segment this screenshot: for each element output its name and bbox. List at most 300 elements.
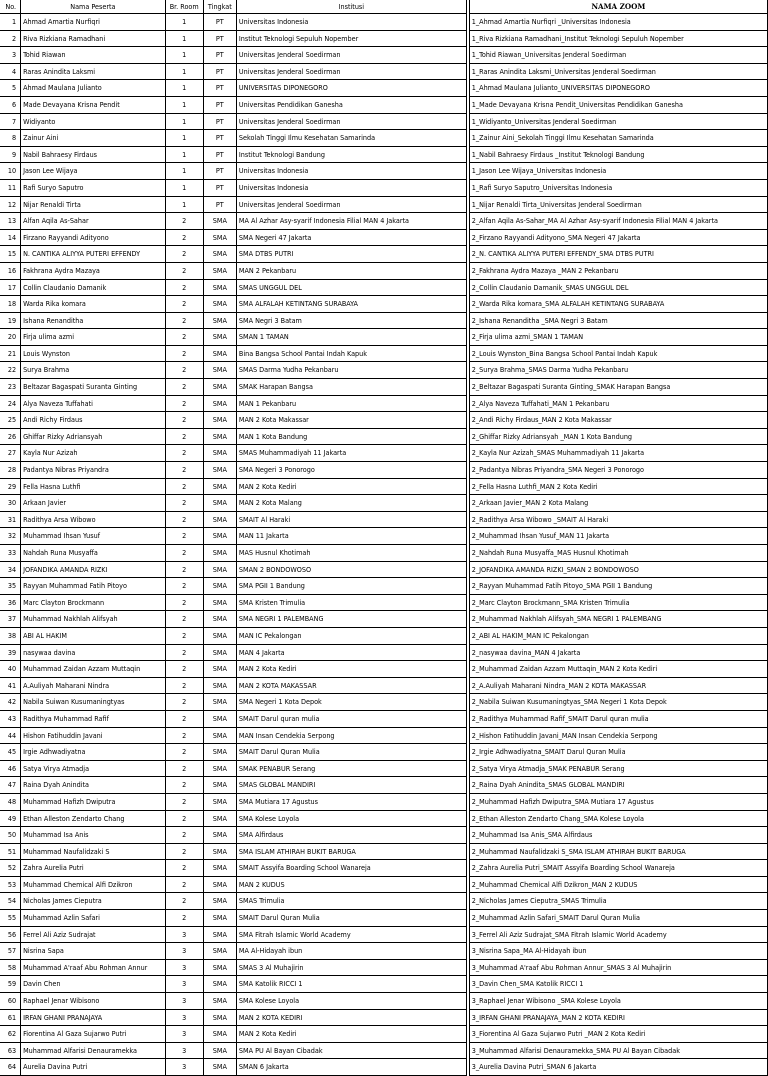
breakout-room: 3	[165, 926, 203, 943]
table-row	[0, 777, 768, 794]
row-number: 55	[0, 910, 21, 927]
institution: UNIVERSITAS DIPONEGORO	[236, 80, 466, 97]
zoom-name: 1_Ahmad Amartia Nurfiqri _Universitas Indonesia	[469, 14, 767, 31]
breakout-room: 2	[165, 578, 203, 595]
zoom-name: 2_Radithya Muhammad Rafif_SMAIT Darul quran mulia	[469, 710, 767, 727]
participant-name: Widiyanto	[21, 113, 166, 130]
participant-name: Warda Rika komara	[21, 296, 166, 313]
zoom-name: 2_Nabila Suiwan Kusumaningtyas_SMA Negeri 1 Kota Depok	[469, 694, 767, 711]
participant-name: Beltazar Bagaspati Suranta Ginting	[21, 379, 166, 396]
table-row	[0, 1042, 768, 1059]
breakout-room: 2	[165, 910, 203, 927]
level: SMA	[203, 827, 236, 844]
table-row	[0, 993, 768, 1010]
row-number: 24	[0, 395, 21, 412]
breakout-room: 3	[165, 1009, 203, 1026]
table-row	[0, 63, 768, 80]
level: SMA	[203, 545, 236, 562]
level: SMA	[203, 777, 236, 794]
zoom-name: 1_Tohid Riawan_Universitas Jenderal Soedirman	[469, 47, 767, 64]
participant-name: Nisrina Sapa	[21, 943, 166, 960]
row-number: 51	[0, 843, 21, 860]
table-row	[0, 495, 768, 512]
zoom-name: 3_Davin Chen_SMA Katolik RICCI 1	[469, 976, 767, 993]
row-number: 23	[0, 379, 21, 396]
table-row	[0, 395, 768, 412]
participant-name: Muhammad Hafizh Dwiputra	[21, 793, 166, 810]
institution: Universitas Jenderal Soedirman	[236, 196, 466, 213]
row-number: 53	[0, 876, 21, 893]
zoom-name: 1_Jason Lee Wijaya_Universitas Indonesia	[469, 163, 767, 180]
breakout-room: 2	[165, 462, 203, 479]
row-number: 11	[0, 179, 21, 196]
row-number: 61	[0, 1009, 21, 1026]
zoom-name: 2_Marc Clayton Brockmann_SMA Kristen Trimulia	[469, 594, 767, 611]
row-number: 37	[0, 611, 21, 628]
table-row	[0, 561, 768, 578]
zoom-name: 2_Padantya Nibras Priyandra_SMA Negeri 3 Ponorogo	[469, 462, 767, 479]
zoom-name: 2_Muhammad Chemical Alfi Dzikron_MAN 2 KUDUS	[469, 876, 767, 893]
zoom-name: 1_Rafi Suryo Saputro_Universitas Indonesia	[469, 179, 767, 196]
institution: SMA Fitrah Islamic World Academy	[236, 926, 466, 943]
participant-name: Raras Anindita Laksmi	[21, 63, 166, 80]
table-row	[0, 710, 768, 727]
header-row	[0, 0, 768, 14]
row-number: 28	[0, 462, 21, 479]
zoom-name: 2_Beltazar Bagaspati Suranta Ginting_SMAK Harapan Bangsa	[469, 379, 767, 396]
participant-name: Riva Rizkiana Ramadhani	[21, 30, 166, 47]
breakout-room: 2	[165, 611, 203, 628]
institution: Bina Bangsa School Pantai Indah Kapuk	[236, 345, 466, 362]
table-row	[0, 229, 768, 246]
zoom-name: 2_Surya Brahma_SMAS Darma Yudha Pekanbaru	[469, 362, 767, 379]
level: SMA	[203, 561, 236, 578]
table-row	[0, 345, 768, 362]
participant-name: Hishon Fatihuddin Javani	[21, 727, 166, 744]
row-number: 9	[0, 146, 21, 163]
institution: SMAIT Darul quran mulia	[236, 710, 466, 727]
level: PT	[203, 179, 236, 196]
participant-name: Radithya Muhammad Rafif	[21, 710, 166, 727]
institution: SMAS Darma Yudha Pekanbaru	[236, 362, 466, 379]
breakout-room: 3	[165, 943, 203, 960]
zoom-name: 2_Arkaan Javier_MAN 2 Kota Malang	[469, 495, 767, 512]
institution: SMA Alfirdaus	[236, 827, 466, 844]
table-row	[0, 213, 768, 230]
participant-name: Fiorentina Al Gaza Sujarwo Putri	[21, 1026, 166, 1043]
row-number: 6	[0, 96, 21, 113]
zoom-name: 2_Fella Hasna Luthfi_MAN 2 Kota Kediri	[469, 478, 767, 495]
institution: SMA Mutiara 17 Agustus	[236, 793, 466, 810]
participant-name: Nabil Bahraesy Firdaus	[21, 146, 166, 163]
row-number: 60	[0, 993, 21, 1010]
breakout-room: 3	[165, 976, 203, 993]
participant-name: JOFANDIKA AMANDA RIZKI	[21, 561, 166, 578]
row-number: 31	[0, 511, 21, 528]
table-row	[0, 113, 768, 130]
breakout-room: 2	[165, 379, 203, 396]
table-row	[0, 677, 768, 694]
institution: SMAN 2 BONDOWOSO	[236, 561, 466, 578]
institution: SMAIT Darul Quran Mulia	[236, 744, 466, 761]
zoom-name: 2_Firzano Rayyandi Adityono_SMA Negeri 47 Jakarta	[469, 229, 767, 246]
row-number: 58	[0, 959, 21, 976]
table-row	[0, 943, 768, 960]
institution: MAN 1 Kota Bandung	[236, 428, 466, 445]
level: SMA	[203, 661, 236, 678]
participant-name: Padantya Nibras Priyandra	[21, 462, 166, 479]
table-row	[0, 876, 768, 893]
zoom-name: 1_Nabil Bahraesy Firdaus _Institut Teknologi Bandung	[469, 146, 767, 163]
table-row	[0, 1009, 768, 1026]
participant-name: Marc Clayton Brockmann	[21, 594, 166, 611]
table-row	[0, 196, 768, 213]
breakout-room: 3	[165, 1042, 203, 1059]
participant-name: IRFAN GHANI PRANAJAYA	[21, 1009, 166, 1026]
institution: MAN 2 KUDUS	[236, 876, 466, 893]
row-number: 14	[0, 229, 21, 246]
zoom-name: 2_Muhammad Nakhlah Alifsyah_SMA NEGRI 1 PALEMBANG	[469, 611, 767, 628]
breakout-room: 2	[165, 528, 203, 545]
institution: SMAK Harapan Bangsa	[236, 379, 466, 396]
participant-name: Muhammad Zaidan Azzam Muttaqin	[21, 661, 166, 678]
participant-name: Muhammad Azlin Safari	[21, 910, 166, 927]
zoom-name: 2_Firja ulima azmi_SMAN 1 TAMAN	[469, 329, 767, 346]
participant-name: Fakhrana Aydra Mazaya	[21, 262, 166, 279]
breakout-room: 1	[165, 80, 203, 97]
level: SMA	[203, 329, 236, 346]
institution: Institut Teknologi Bandung	[236, 146, 466, 163]
breakout-room: 2	[165, 860, 203, 877]
breakout-room: 2	[165, 495, 203, 512]
participant-name: Jason Lee Wijaya	[21, 163, 166, 180]
header-br-room: Br. Room	[165, 0, 203, 14]
zoom-name: 2_ABI AL HAKIM_MAN IC Pekalongan	[469, 627, 767, 644]
institution: MAN 2 KOTA KEDIRI	[236, 1009, 466, 1026]
row-number: 45	[0, 744, 21, 761]
participant-name: Muhammad A'raaf Abu Rohman Annur	[21, 959, 166, 976]
zoom-name: 1_Widiyanto_Universitas Jenderal Soedirman	[469, 113, 767, 130]
zoom-name: 2_Muhammad Zaidan Azzam Muttaqin_MAN 2 Kota Kediri	[469, 661, 767, 678]
breakout-room: 1	[165, 63, 203, 80]
table-row	[0, 279, 768, 296]
zoom-name: 3_Muhammad Alfarisi Denauramekka_SMA PU Al Bayan Cibadak	[469, 1042, 767, 1059]
zoom-name: 3_Ferrel Ali Aziz Sudrajat_SMA Fitrah Islamic World Academy	[469, 926, 767, 943]
table-row	[0, 362, 768, 379]
breakout-room: 2	[165, 445, 203, 462]
level: SMA	[203, 578, 236, 595]
row-number: 10	[0, 163, 21, 180]
level: SMA	[203, 362, 236, 379]
row-number: 48	[0, 793, 21, 810]
zoom-name: 2_Radithya Arsa Wibowo _SMAIT Al Haraki	[469, 511, 767, 528]
institution: SMA Katolik RICCI 1	[236, 976, 466, 993]
zoom-name: 2_Muhammad Isa Anis_SMA Alfirdaus	[469, 827, 767, 844]
level: SMA	[203, 594, 236, 611]
row-number: 39	[0, 644, 21, 661]
level: SMA	[203, 893, 236, 910]
institution: Sekolah Tinggi Ilmu Kesehatan Samarinda	[236, 130, 466, 147]
level: SMA	[203, 345, 236, 362]
level: SMA	[203, 644, 236, 661]
table-row	[0, 130, 768, 147]
participant-name: Nabila Suiwan Kusumaningtyas	[21, 694, 166, 711]
breakout-room: 1	[165, 179, 203, 196]
level: SMA	[203, 727, 236, 744]
zoom-name: 3_Muhammad A'raaf Abu Rohman Annur_SMAS 3 Al Muhajirin	[469, 959, 767, 976]
table-row	[0, 611, 768, 628]
zoom-name: 2_Nahdah Runa Musyaffa_MAS Husnul Khotimah	[469, 545, 767, 562]
breakout-room: 2	[165, 694, 203, 711]
institution: SMA Negeri 3 Ponorogo	[236, 462, 466, 479]
institution: Universitas Jenderal Soedirman	[236, 63, 466, 80]
zoom-name: 2_Warda Rika komara_SMA ALFALAH KETINTANG SURABAYA	[469, 296, 767, 313]
breakout-room: 2	[165, 545, 203, 562]
breakout-room: 2	[165, 362, 203, 379]
table-row	[0, 644, 768, 661]
level: SMA	[203, 246, 236, 263]
level: SMA	[203, 1059, 236, 1076]
participant-name: Muhammad Chemical Alfi Dzikron	[21, 876, 166, 893]
table-row	[0, 793, 768, 810]
level: SMA	[203, 445, 236, 462]
zoom-name: 2_JOFANDIKA AMANDA RIZKI_SMAN 2 BONDOWOSO	[469, 561, 767, 578]
row-number: 15	[0, 246, 21, 263]
row-number: 21	[0, 345, 21, 362]
participant-name: Alya Naveza Tuffahati	[21, 395, 166, 412]
breakout-room: 2	[165, 661, 203, 678]
breakout-room: 2	[165, 760, 203, 777]
breakout-room: 2	[165, 229, 203, 246]
institution: SMAK PENABUR Serang	[236, 760, 466, 777]
institution: MAN 1 Pekanbaru	[236, 395, 466, 412]
breakout-room: 3	[165, 1059, 203, 1076]
table-row	[0, 545, 768, 562]
row-number: 17	[0, 279, 21, 296]
table-row	[0, 727, 768, 744]
level: PT	[203, 47, 236, 64]
zoom-name: 2_Satya Virya Atmadja_SMAK PENABUR Serang	[469, 760, 767, 777]
table-row	[0, 843, 768, 860]
breakout-room: 2	[165, 810, 203, 827]
zoom-name: 2_Ethan Alleston Zendarto Chang_SMA Kolese Loyola	[469, 810, 767, 827]
institution: MAN 2 Kota Kediri	[236, 661, 466, 678]
participant-name: Louis Wynston	[21, 345, 166, 362]
breakout-room: 2	[165, 827, 203, 844]
row-number: 42	[0, 694, 21, 711]
institution: MA Al Azhar Asy-syarif Indonesia Filial MAN 4 Jakarta	[236, 213, 466, 230]
table-row	[0, 810, 768, 827]
row-number: 44	[0, 727, 21, 744]
participant-name: Ferrel Ali Aziz Sudrajat	[21, 926, 166, 943]
participant-name: ABI AL HAKIM	[21, 627, 166, 644]
breakout-room: 2	[165, 395, 203, 412]
participant-name: Andi Richy Firdaus	[21, 412, 166, 429]
table-row	[0, 910, 768, 927]
table-row	[0, 976, 768, 993]
zoom-name: 2_Muhammad Ihsan Yusuf_MAN 11 Jakarta	[469, 528, 767, 545]
participant-name: Arkaan Javier	[21, 495, 166, 512]
participant-name: Radithya Arsa Wibowo	[21, 511, 166, 528]
zoom-name: 2_Kayla Nur Azizah_SMAS Muhammadiyah 11 Jakarta	[469, 445, 767, 462]
zoom-name: 2_Muhammad Azlin Safari_SMAIT Darul Quran Mulia	[469, 910, 767, 927]
row-number: 26	[0, 428, 21, 445]
institution: MAS Husnul Khotimah	[236, 545, 466, 562]
row-number: 19	[0, 312, 21, 329]
participant-name: Tohid Riawan	[21, 47, 166, 64]
row-number: 30	[0, 495, 21, 512]
table-row	[0, 179, 768, 196]
zoom-name: 2_Collin Claudanio Damanik_SMAS UNGGUL DEL	[469, 279, 767, 296]
zoom-name: 2_Raina Dyah Anindita_SMAS GLOBAL MANDIRI	[469, 777, 767, 794]
institution: SMA ALFALAH KETINTANG SURABAYA	[236, 296, 466, 313]
breakout-room: 2	[165, 710, 203, 727]
level: SMA	[203, 810, 236, 827]
participant-name: Nijar Renaldi Tirta	[21, 196, 166, 213]
institution: MAN 2 Kota Makassar	[236, 412, 466, 429]
breakout-room: 1	[165, 113, 203, 130]
table-row	[0, 14, 768, 31]
level: PT	[203, 96, 236, 113]
breakout-room: 2	[165, 561, 203, 578]
table-row	[0, 511, 768, 528]
breakout-room: 2	[165, 511, 203, 528]
participant-name: Nahdah Runa Musyaffa	[21, 545, 166, 562]
row-number: 54	[0, 893, 21, 910]
level: SMA	[203, 312, 236, 329]
row-number: 49	[0, 810, 21, 827]
level: SMA	[203, 1009, 236, 1026]
row-number: 22	[0, 362, 21, 379]
participant-name: Firja ulima azmi	[21, 329, 166, 346]
row-number: 50	[0, 827, 21, 844]
level: SMA	[203, 976, 236, 993]
institution: MAN 2 Kota Malang	[236, 495, 466, 512]
zoom-name: 2_Irgie Adhwadiyatna_SMAIT Darul Quran Mulia	[469, 744, 767, 761]
row-number: 16	[0, 262, 21, 279]
participant-name: Kayla Nur Azizah	[21, 445, 166, 462]
participant-name: Muhammad Nakhlah Alifsyah	[21, 611, 166, 628]
table-row	[0, 30, 768, 47]
level: SMA	[203, 511, 236, 528]
zoom-name: 2_Alfan Aqila As-Sahar_MA Al Azhar Asy-syarif Indonesia Filial MAN 4 Jakarta	[469, 213, 767, 230]
row-number: 20	[0, 329, 21, 346]
level: PT	[203, 30, 236, 47]
institution: MAN Insan Cendekia Serpong	[236, 727, 466, 744]
institution: SMA ISLAM ATHIRAH BUKIT BARUGA	[236, 843, 466, 860]
level: SMA	[203, 428, 236, 445]
zoom-name: 1_Nijar Renaldi Tirta_Universitas Jenderal Soedirman	[469, 196, 767, 213]
level: SMA	[203, 213, 236, 230]
row-number: 36	[0, 594, 21, 611]
institution: SMA Negeri 1 Kota Depok	[236, 694, 466, 711]
breakout-room: 2	[165, 345, 203, 362]
institution: SMA PGII 1 Bandung	[236, 578, 466, 595]
zoom-name: 1_Ahmad Maulana Julianto_UNIVERSITAS DIPONEGORO	[469, 80, 767, 97]
zoom-name: 1_Made Devayana Krisna Pendit_Universitas Pendidikan Ganesha	[469, 96, 767, 113]
row-number: 12	[0, 196, 21, 213]
level: PT	[203, 196, 236, 213]
participant-name: Irgie Adhwadiyatna	[21, 744, 166, 761]
institution: MAN 2 Pekanbaru	[236, 262, 466, 279]
table-row	[0, 694, 768, 711]
level: PT	[203, 80, 236, 97]
participant-name: N. CANTIKA ALIYYA PUTERI EFFENDY	[21, 246, 166, 263]
level: SMA	[203, 528, 236, 545]
level: SMA	[203, 677, 236, 694]
zoom-name: 3_Fiorentina Al Gaza Sujarwo Putri _MAN 2 Kota Kediri	[469, 1026, 767, 1043]
breakout-room: 1	[165, 130, 203, 147]
level: SMA	[203, 262, 236, 279]
participant-name: Raphael Jenar Wibisono	[21, 993, 166, 1010]
institution: SMAIT Al Haraki	[236, 511, 466, 528]
institution: SMA NEGRI 1 PALEMBANG	[236, 611, 466, 628]
table-row	[0, 47, 768, 64]
institution: Universitas Indonesia	[236, 14, 466, 31]
participant-name: Raina Dyah Anindita	[21, 777, 166, 794]
level: PT	[203, 113, 236, 130]
participant-name: Fella Hasna Luthfi	[21, 478, 166, 495]
participant-name: Ahmad Amartia Nurfiqri	[21, 14, 166, 31]
row-number: 43	[0, 710, 21, 727]
zoom-name: 2_Andi Richy Firdaus_MAN 2 Kota Makassar	[469, 412, 767, 429]
header-no: No.	[0, 0, 21, 14]
zoom-name: 2_Rayyan Muhammad Fatih Pitoyo_SMA PGII 1 Bandung	[469, 578, 767, 595]
row-number: 64	[0, 1059, 21, 1076]
level: PT	[203, 63, 236, 80]
table-row	[0, 1026, 768, 1043]
row-number: 52	[0, 860, 21, 877]
row-number: 32	[0, 528, 21, 545]
breakout-room: 3	[165, 1026, 203, 1043]
level: SMA	[203, 793, 236, 810]
row-number: 4	[0, 63, 21, 80]
table-row	[0, 959, 768, 976]
participant-name: Ishana Renanditha	[21, 312, 166, 329]
level: SMA	[203, 910, 236, 927]
breakout-room: 1	[165, 146, 203, 163]
level: SMA	[203, 611, 236, 628]
level: SMA	[203, 993, 236, 1010]
row-number: 27	[0, 445, 21, 462]
institution: Universitas Pendidikan Ganesha	[236, 96, 466, 113]
level: SMA	[203, 296, 236, 313]
breakout-room: 2	[165, 627, 203, 644]
participant-name: Muhammad Ihsan Yusuf	[21, 528, 166, 545]
row-number: 2	[0, 30, 21, 47]
row-number: 62	[0, 1026, 21, 1043]
zoom-name: 2_Muhammad Naufalidzaki S_SMA ISLAM ATHIRAH BUKIT BARUGA	[469, 843, 767, 860]
participant-name: Nicholas James Cieputra	[21, 893, 166, 910]
level: SMA	[203, 495, 236, 512]
row-number: 40	[0, 661, 21, 678]
breakout-room: 1	[165, 47, 203, 64]
institution: MAN 2 KOTA MAKASSAR	[236, 677, 466, 694]
breakout-room: 2	[165, 279, 203, 296]
table-row	[0, 627, 768, 644]
zoom-name: 2_Fakhrana Aydra Mazaya _MAN 2 Pekanbaru	[469, 262, 767, 279]
zoom-name: 1_Riva Rizkiana Ramadhani_Institut Teknologi Sepuluh Nopember	[469, 30, 767, 47]
institution: MAN 2 Kota Kediri	[236, 1026, 466, 1043]
header-tingkat: Tingkat	[203, 0, 236, 14]
breakout-room: 1	[165, 30, 203, 47]
level: SMA	[203, 876, 236, 893]
breakout-room: 1	[165, 196, 203, 213]
level: SMA	[203, 1042, 236, 1059]
level: SMA	[203, 1026, 236, 1043]
level: SMA	[203, 860, 236, 877]
institution: SMAN 6 Jakarta	[236, 1059, 466, 1076]
